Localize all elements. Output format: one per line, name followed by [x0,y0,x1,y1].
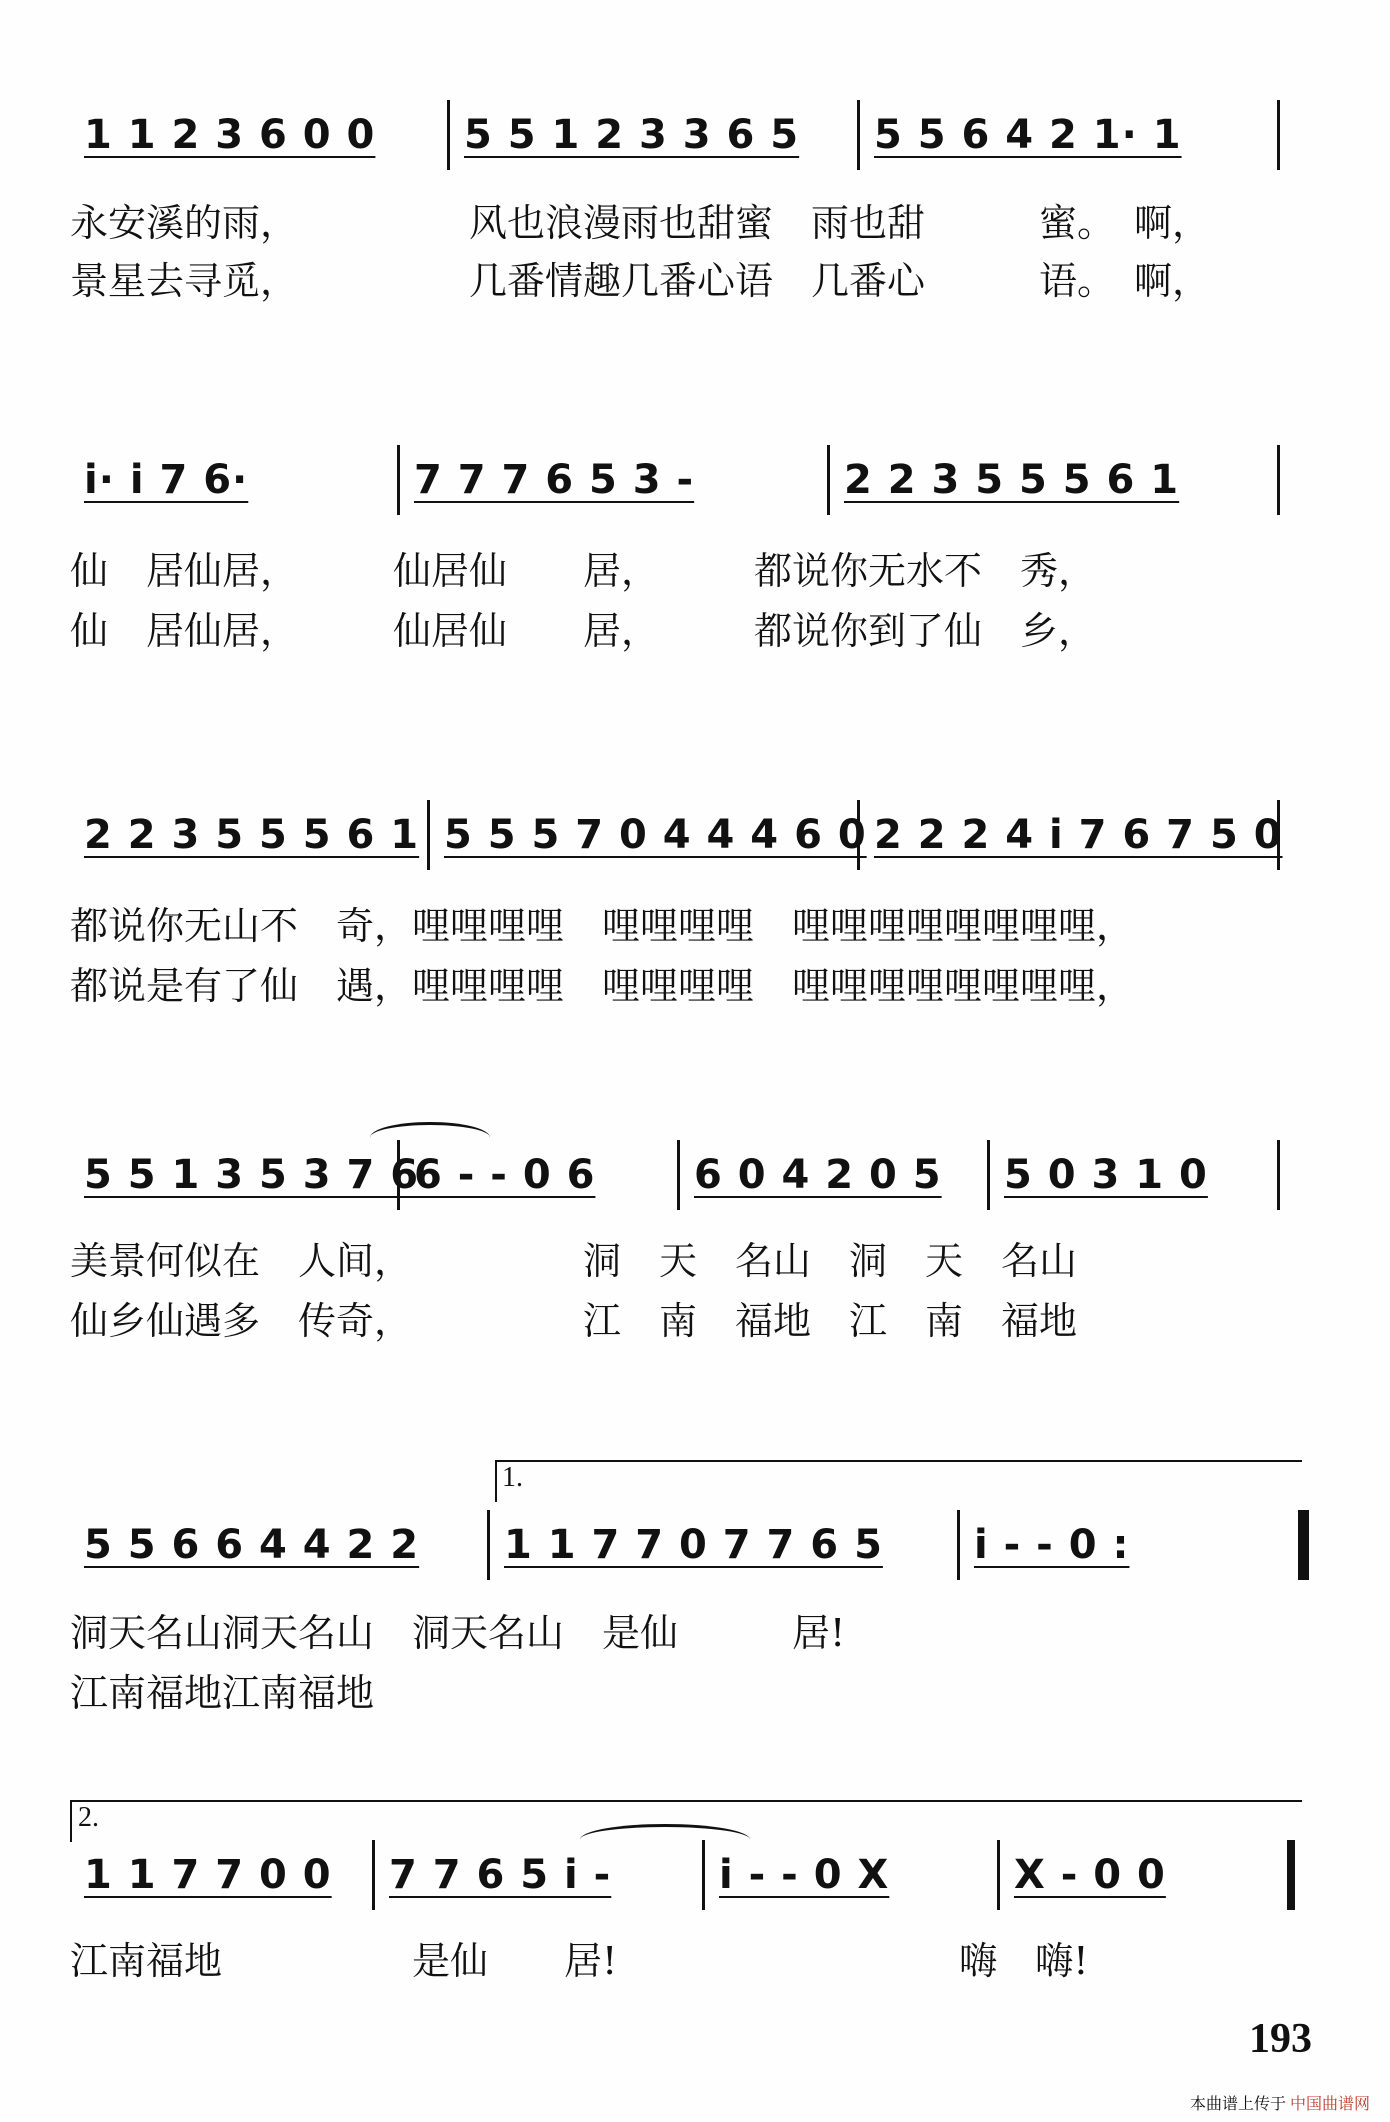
slur [370,1122,490,1153]
notation-line [70,445,1320,515]
measure: 5 5 6 4 2 1· 1 [860,100,1280,170]
lyric-verse-1: 美景何似在 人间， 洞 天 名山 洞 天 名山 [70,1239,1078,1283]
watermark-text: 本曲谱上传于 [1189,2094,1286,2113]
measure: 5 0 3 1 0 [990,1140,1280,1210]
measure: i - - 0 : [974,1522,1130,1568]
measure: 1 1 2 3 6 0 0 [70,100,450,170]
repeat-end-barline [1298,1510,1309,1580]
lyric-verse-2: 江南福地江南福地 [70,1671,375,1715]
measure: 6 0 4 2 0 5 [680,1140,990,1210]
measure: 5 5 1 2 3 3 6 5 [450,100,860,170]
measure: i· i 7 6· [70,445,400,515]
lyric-verse-1: 都说你无山不 奇，哩哩哩哩 哩哩哩哩 哩哩哩哩哩哩哩哩， [70,904,1135,948]
watermark [1190,2091,1370,2114]
measure: 2 2 3 5 5 5 6 1 [70,800,430,870]
tie [580,1824,750,1855]
measure: 7 7 7 6 5 3 - [400,445,830,515]
lyric-verse-2: 景星去寻觅， 几番情趣几番心语 几番心 语。 啊， [70,259,1211,303]
site-logo: 中国曲谱网 [1289,2094,1370,2113]
lyric-verse-2: 仙 居仙居， 仙居仙 居， 都说你到了仙 乡， [70,609,1097,653]
measure: 5 5 6 6 4 4 2 2 [70,1510,490,1580]
lyric-verse-1: 永安溪的雨， 风也浪漫雨也甜蜜 雨也甜 蜜。 啊， [70,201,1211,245]
measure: 6 - - 0 6 [400,1140,680,1210]
notation-line [70,1140,1320,1210]
measure: 5 5 5 7 0 4 4 4 6 0 [430,800,860,870]
first-ending-label: 1. [502,1462,523,1493]
measure: 1 1 7 7 0 0 [70,1840,375,1910]
lyric-verse-1: 仙 居仙居， 仙居仙 居， 都说你无水不 秀， [70,549,1097,593]
measure: 1 1 7 7 0 7 7 6 5 [490,1510,960,1580]
lyric-verse-2: 仙乡仙遇多 传奇， 江 南 福地 江 南 福地 [70,1299,1078,1343]
lyric-verse-1: 江南福地 是仙 居! 嗨 嗨! [70,1939,1089,1983]
notation-line [70,800,1320,870]
measure: 5 5 1 3 5 3 7 6 [70,1140,400,1210]
measure: 7 7 6 5 i - [375,1840,705,1910]
notation-line [70,1510,1320,1580]
first-ending-bracket [495,1460,1302,1502]
second-ending-label: 2. [78,1802,99,1833]
measure: i - - 0 X [705,1840,1000,1910]
notation-line [70,100,1320,170]
measure: 2 2 2 4 i 7 6 7 5 0 [860,800,1280,870]
lyric-verse-1: 洞天名山洞天名山 洞天名山 是仙 居! [70,1611,846,1655]
measure: X - 0 0 [1000,1840,1295,1910]
measure: 2 2 3 5 5 5 6 1 [830,445,1280,515]
lyric-verse-2: 都说是有了仙 遇，哩哩哩哩 哩哩哩哩 哩哩哩哩哩哩哩哩， [70,964,1135,1008]
page-number: 193 [1249,2016,1312,2062]
